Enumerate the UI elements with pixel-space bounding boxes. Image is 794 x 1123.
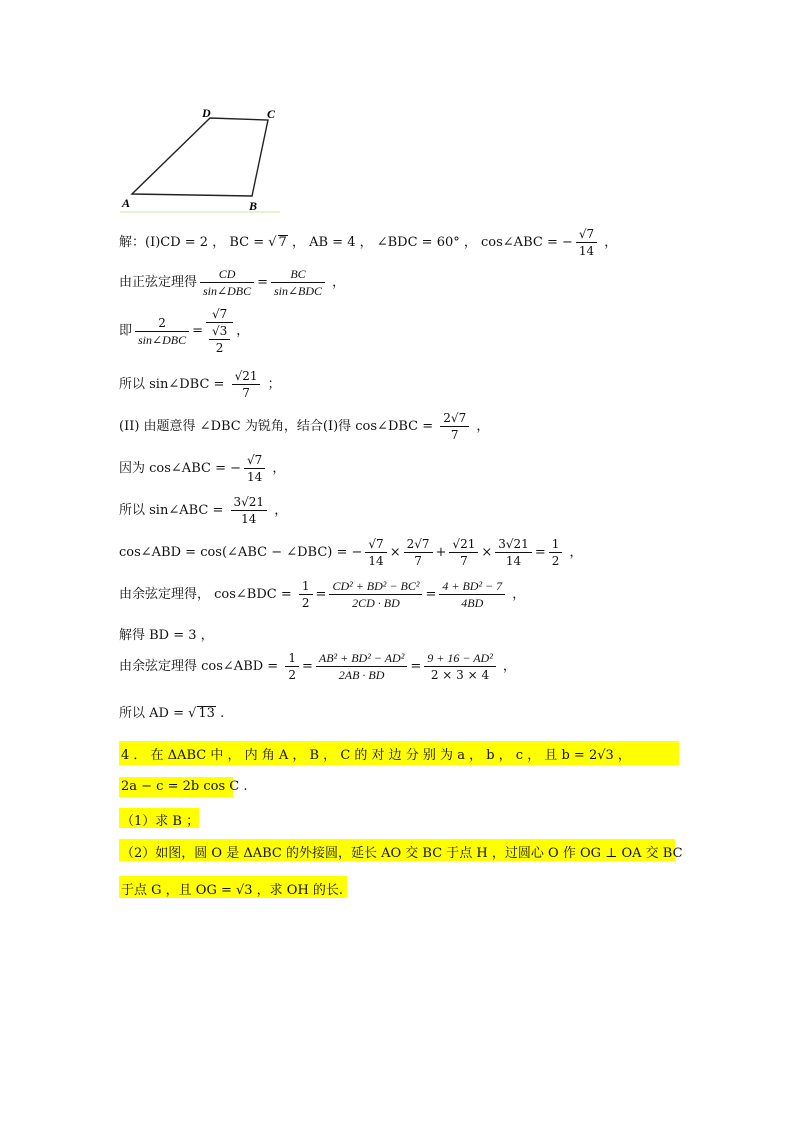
- solution-line-2: 由正弦定理得 $\frac{CD}{\text{sin∠DBC}}$ = $\frac{BC}{\text{sin∠BDC}}$ ，: [119, 267, 346, 298]
- label-b: B: [249, 199, 258, 213]
- solution-line-7: 所以 sin∠ABC = $\frac{3√21}{14}$ ，: [119, 495, 288, 526]
- text-segment: 所以 sin∠ABC =: [119, 503, 228, 518]
- text-segment: 由正弦定理得: [119, 275, 198, 290]
- fraction: $\frac{3√21}{14}$: [495, 536, 532, 569]
- problem-line-1: [121, 744, 631, 763]
- fraction: $\frac{BC}{\text{sin∠BDC}}$: [271, 266, 325, 299]
- fraction: $\frac{1}{2}$: [549, 536, 563, 569]
- solution-line-9: 由余弦定理得， cos∠BDC = $\frac{1}{2}$ = $\frac{\text{CD² + BD² − BC²}}{2CD \cdot BD}$ = $\frac{\text{4 + BD² − 7}}{4BD}$ ，: [119, 579, 526, 610]
- solution-line-8: cos∠ABD = cos(∠ABC − ∠DBC) = − $\frac{√7}{14}$ × $\frac{2√7}{7}$ + $\frac{√21}{7}$ × $\frac{3√21}{14}$ = $\frac{1}{2}$ ，: [119, 537, 583, 568]
- solution-line-1: 解：(I)CD = 2 ， BC = √ 7 ， AB = 4 ， ∠BDC = 60° ， cos∠ABC = − $\frac{√7}{14}$ ，: [119, 227, 618, 258]
- problem-line-4: [121, 842, 683, 861]
- fraction: $\frac{2}{\text{sin∠DBC}}$: [135, 315, 189, 348]
- solution-line-10: [119, 624, 214, 643]
- text-segment: 所以 sin∠DBC =: [119, 377, 229, 392]
- sqrt-radicand: 7: [278, 235, 287, 250]
- solution-line-6: 因为 cos∠ABC = − $\frac{√7}{14}$ ，: [119, 453, 286, 484]
- text-segment: cos∠ABD = cos(∠ABC − ∠DBC) = −: [119, 545, 363, 560]
- problem-line-5: [121, 879, 343, 898]
- solution-line-12: 所以 AD = √ 13 .: [119, 706, 225, 721]
- solution-line-11: 由余弦定理得 cos∠ABD = $\frac{1}{2}$ = $\frac{\text{AB² + BD² − AD²}}{2AB \cdot BD}$ = $\frac{\text{9 + 16 − AD²}}{2 \times 3 \times 4}$ ，: [119, 651, 516, 682]
- fraction: $\frac{√21}{7}$: [232, 368, 261, 401]
- text-segment: 解得 BD = 3 ，: [119, 628, 214, 643]
- solution-line-4: 所以 sin∠DBC = $\frac{√21}{7}$ ；: [119, 369, 281, 400]
- fraction: $\frac{2√7}{7}$: [404, 536, 433, 569]
- fraction: $\frac{√7}{14}$: [244, 452, 265, 485]
- fraction: $\frac{2√7}{7}$: [440, 410, 469, 443]
- problem-line-2: [121, 779, 247, 794]
- problem-text: 2a − c = 2b cos C .: [121, 779, 248, 794]
- label-d: D: [202, 106, 211, 120]
- solution-line-5: (II) 由题意得 ∠DBC 为锐角，结合(I)得 cos∠DBC = $\frac{2√7}{7}$ ，: [119, 411, 490, 442]
- fraction: $\frac{CD}{\text{sin∠DBC}}$: [200, 266, 254, 299]
- trapezoid-shape: [132, 118, 268, 196]
- sqrt-radicand: 13: [198, 706, 215, 721]
- fraction: $\frac{\text{CD² + BD² − BC²}}{2CD \cdot BD}$: [329, 578, 422, 611]
- label-a: A: [122, 196, 131, 210]
- trapezoid-figure: [118, 100, 284, 216]
- fraction: $\frac{\text{4 + BD² − 7}}{4BD}$: [439, 578, 505, 611]
- fraction: $\frac{\text{AB² + BD² − AD²}}{2AB \cdot BD}$: [316, 650, 407, 683]
- text-segment: 因为 cos∠ABC = −: [119, 461, 241, 476]
- problem-line-3: [121, 810, 199, 829]
- problem-text: 4 ． 在 ΔABC 中 ， 内 角 A ， B ， C 的 对 边 分 别 为 a ， b ， c ， 且 b = 2√3 ，: [121, 748, 631, 763]
- problem-text: （1）求 B ；: [121, 814, 200, 829]
- problem-text: （2）如图，圆 O 是 ΔABC 的外接圆，延长 AO 交 BC 于点 H ，过圆心 O 作 OG ⊥ OA 交 BC: [121, 846, 683, 861]
- text-segment: 由余弦定理得 cos∠ABD =: [119, 659, 283, 674]
- text-segment: 解：(I)CD = 2 ， BC =: [119, 235, 269, 250]
- solution-line-3: 即 $\frac{2}{\text{sin∠DBC}}$ = $\frac{√7}{\frac{√3}{2}}$ ，: [119, 307, 250, 355]
- text-segment: 由余弦定理得， cos∠BDC =: [119, 587, 296, 602]
- text-segment: 所以 AD =: [119, 706, 189, 721]
- compound-fraction: $\frac{√7}{\frac{√3}{2}}$: [206, 306, 233, 356]
- fraction: $\frac{3√21}{14}$: [231, 494, 268, 527]
- fraction: $\frac{√21}{7}$: [449, 536, 478, 569]
- fraction: $\frac{1}{2}$: [299, 578, 313, 611]
- label-c: C: [267, 107, 276, 121]
- problem-text: 于点 G ，且 OG = √3 ，求 OH 的长.: [121, 883, 344, 898]
- text-segment: 即: [119, 323, 133, 339]
- fraction: $\frac{1}{2}$: [285, 650, 299, 683]
- fraction: $\frac{\text{9 + 16 − AD²}}{2 \times 3 \times 4}$: [424, 650, 496, 683]
- fraction: $\frac{√7}{14}$: [365, 536, 386, 569]
- fraction: $\frac{√7}{14}$: [576, 226, 597, 259]
- text-segment: ， AB = 4 ， ∠BDC = 60° ， cos∠ABC = −: [287, 235, 573, 250]
- text-segment: (II) 由题意得 ∠DBC 为锐角，结合(I)得 cos∠DBC =: [119, 419, 438, 434]
